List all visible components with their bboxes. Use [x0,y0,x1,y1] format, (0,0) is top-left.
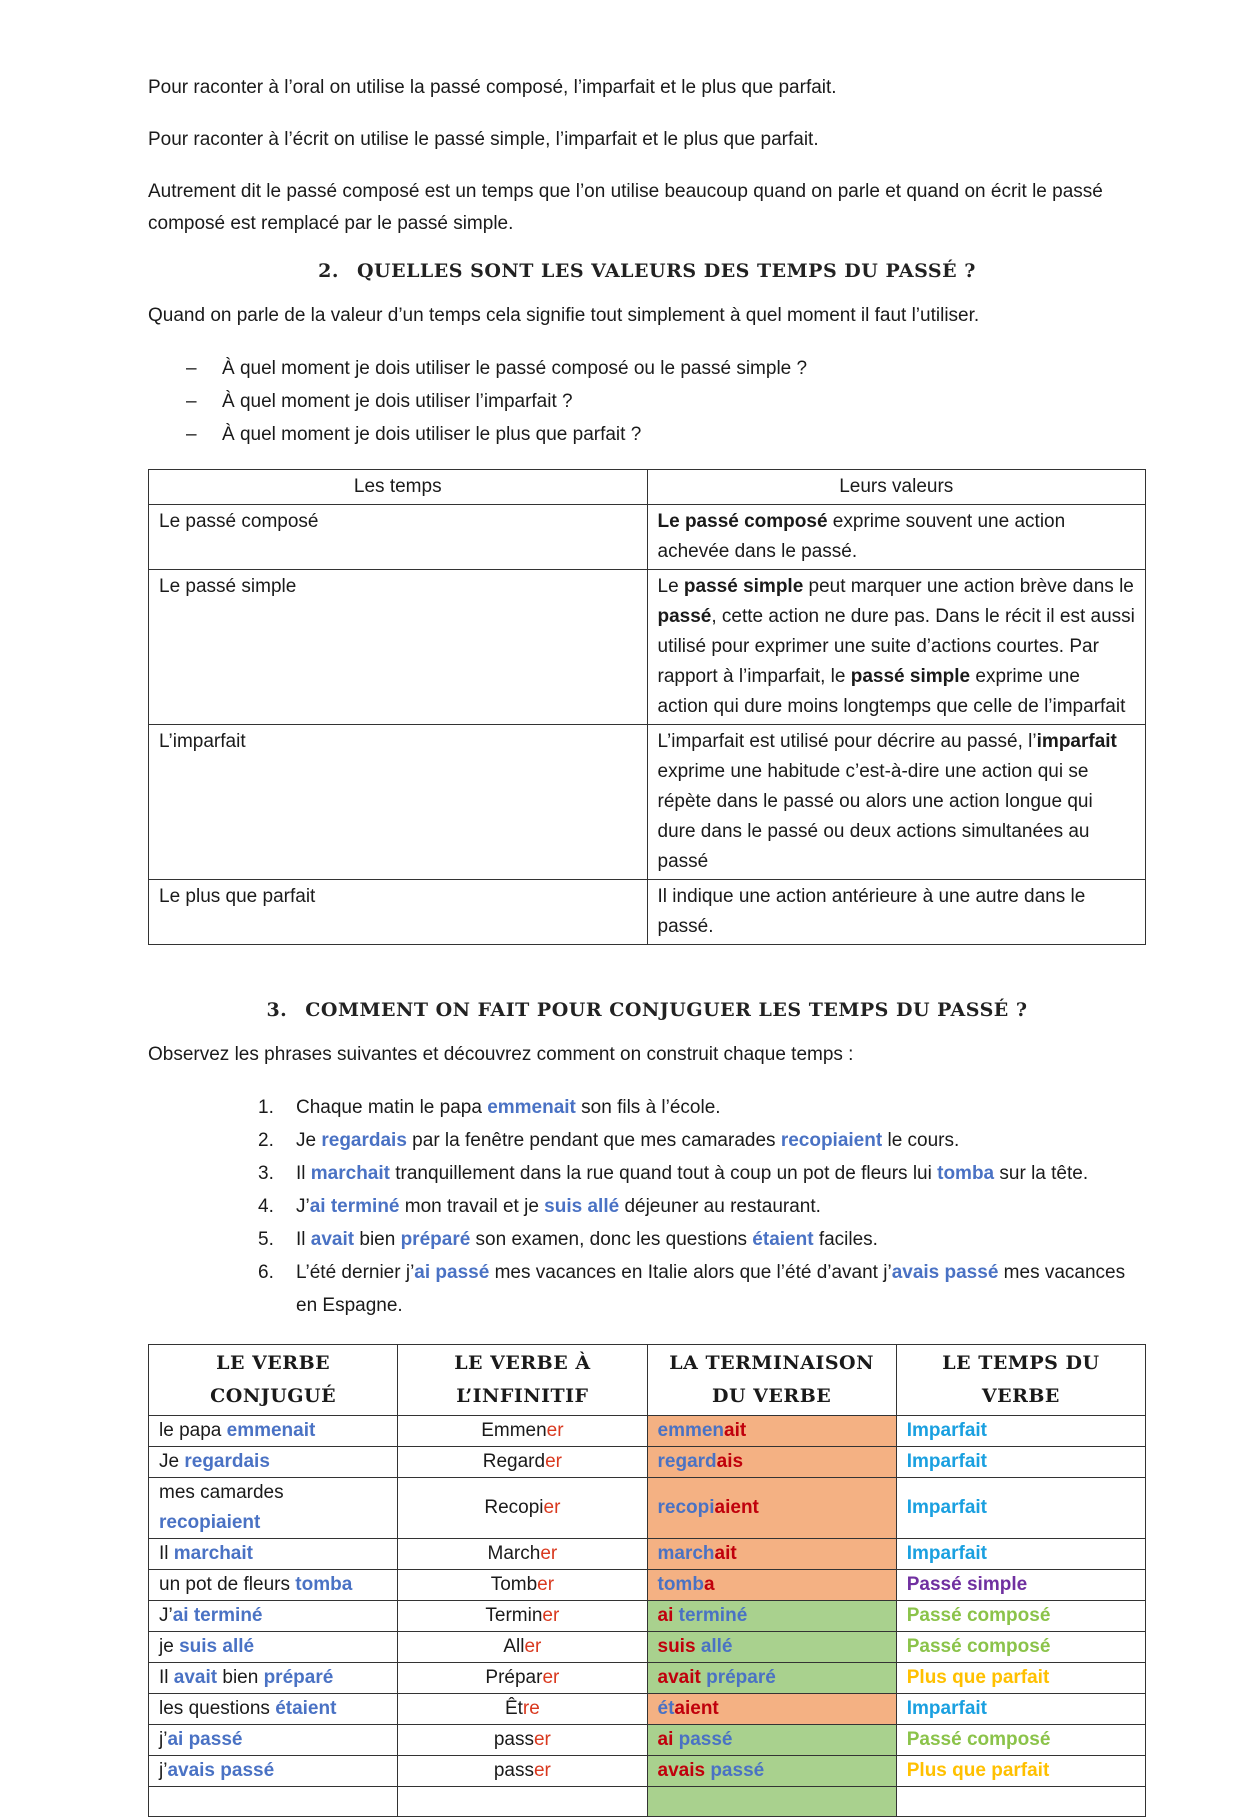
sentence-text: le cours. [882,1130,960,1151]
subject-text: mes camardes [159,1482,284,1503]
tense-cell: L’imparfait [149,725,648,880]
tense-label: Imparfait [906,1451,987,1472]
tense-cell [896,1478,1145,1539]
verb-stem: tomb [657,1574,704,1595]
subject-text: J’ [159,1605,173,1626]
conjugated-verb-cell [149,1725,398,1756]
infinitive-stem: Êt [504,1698,523,1719]
verb-ending: aient [674,1698,719,1719]
verb-stem: recopi [657,1497,715,1518]
verb-highlight: suis allé [544,1196,620,1217]
infinitive-stem: All [503,1636,525,1657]
verb-stem: march [657,1543,715,1564]
infinitive-stem: Regard [482,1451,546,1472]
table-row [149,1416,1146,1447]
bold-term: passé simple [850,666,971,687]
auxiliary-text: avais [657,1760,711,1781]
value-cell [647,570,1146,725]
infinitive-ending: er [542,1605,560,1626]
subject-text: Je [159,1451,185,1472]
list-item [148,1157,1146,1190]
column-header: Leurs valeurs [647,470,1146,505]
sentence-text: L’été dernier j’ [296,1262,415,1283]
sentence-text: son examen, donc les questions [470,1229,753,1250]
value-cell: Il indique une action antérieure à une autre dans le passé. [647,880,1146,945]
auxiliary-text: suis [657,1636,701,1657]
section-2-number: 2. [318,260,339,282]
ending-cell [647,1694,896,1725]
tense-cell [896,1725,1145,1756]
subject-text: le papa [159,1420,227,1441]
tense-label: Plus que parfait [906,1667,1050,1688]
bold-term: imparfait [1036,731,1117,752]
tense-label: Imparfait [906,1420,987,1441]
list-item [148,1091,1146,1124]
verb-highlight: recopiaient [780,1130,883,1151]
infinitive-ending: re [522,1698,540,1719]
verb-highlight: ai terminé [309,1196,400,1217]
sentence-text: faciles. [813,1229,878,1250]
infinitive-stem: pass [493,1729,534,1750]
verb-ending: ais [716,1451,744,1472]
item-number: 2. [258,1130,274,1151]
section-2-heading [148,260,1146,282]
dash-bullet: – [186,424,197,445]
verb-stem: ét [657,1698,675,1719]
infinitive-cell [398,1416,647,1447]
tense-label: Passé simple [906,1574,1028,1595]
item-number: 3. [258,1163,274,1184]
list-item [148,1190,1146,1223]
table-header-row [149,470,1146,505]
tense-cell [896,1416,1145,1447]
verb-highlight: marchait [310,1163,390,1184]
infinitive-cell [398,1756,647,1787]
column-header: LE VERBE À L’INFINITIF [398,1345,647,1416]
values-table [148,469,1146,945]
verb-highlight: ai terminé [172,1605,263,1626]
list-item [148,1124,1146,1157]
verb-ending: a [703,1574,715,1595]
tense-label: Imparfait [906,1497,987,1518]
column-header: LE TEMPS DU VERBE [896,1345,1145,1416]
sentence-text: tranquillement dans la rue quand tout à coup un pot de fleurs lui [389,1163,938,1184]
conjugated-verb-cell [149,1632,398,1663]
table-row [149,1725,1146,1756]
tense-label: Imparfait [906,1543,987,1564]
subject-text: j’ [159,1729,168,1750]
list-item [148,1223,1146,1256]
verb-highlight: étaient [752,1229,814,1250]
verb-highlight: ai passé [167,1729,243,1750]
ending-cell [647,1756,896,1787]
tense-cell: Le plus que parfait [149,880,648,945]
infinitive-ending: er [543,1497,561,1518]
subject-text: je [159,1636,180,1657]
verb-highlight: marchait [173,1543,253,1564]
infinitive-ending: er [540,1543,558,1564]
question-list [148,352,1146,451]
infinitive-ending: er [533,1760,551,1781]
table-row [149,725,1146,880]
bold-term: passé [657,606,712,627]
sentence-text: Chaque matin le papa [296,1097,488,1118]
table-row [149,1756,1146,1787]
verb-highlight: avait [173,1667,218,1688]
tense-cell [896,1570,1145,1601]
ending-cell [647,1601,896,1632]
verb-stem: emmen [657,1420,725,1441]
conjugated-verb-cell [149,1478,398,1539]
question-text: À quel moment je dois utiliser le plus que parfait ? [222,424,642,445]
sentence-text: J’ [296,1196,310,1217]
verb-stem: regard [657,1451,717,1472]
value-text: L’imparfait est utilisé pour décrire au passé, l’ [657,731,1037,752]
conjugated-verb-cell [149,1447,398,1478]
conjugated-verb-cell [149,1663,398,1694]
tense-cell [896,1632,1145,1663]
table-row [149,1663,1146,1694]
item-number: 5. [258,1229,274,1250]
section-3-heading [148,999,1146,1021]
sentence-text: mes vacances en Italie alors que l’été d’avant j’ [489,1262,892,1283]
item-number: 6. [258,1262,274,1283]
auxiliary-text: ai [657,1729,679,1750]
infinitive-stem: Termin [485,1605,543,1626]
infinitive-ending: er [533,1729,551,1750]
verb-highlight: emmenait [226,1420,316,1441]
tense-label: Imparfait [906,1698,987,1719]
intro-paragraph-1: Pour raconter à l’oral on utilise la passé composé, l’imparfait et le plus que parfait. [148,77,837,98]
infinitive-stem: Emmen [481,1420,547,1441]
subject-text: Il [159,1543,174,1564]
ending-cell [647,1632,896,1663]
sentence-text: par la fenêtre pendant que mes camarades [406,1130,781,1151]
table-row [149,880,1146,945]
value-cell [647,505,1146,570]
verb-highlight: tomba [937,1163,995,1184]
verb-ending: ait [714,1543,737,1564]
table-row [149,1539,1146,1570]
question-text: À quel moment je dois utiliser l’imparfait ? [222,391,573,412]
ending-cell [647,1725,896,1756]
value-cell [647,725,1146,880]
ending-cell [647,1478,896,1539]
section-3-intro: Observez les phrases suivantes et découvrez comment on construit chaque temps : [148,1044,854,1065]
example-sentences [148,1091,1146,1322]
table-row [149,1478,1146,1539]
sentence-text: Je [296,1130,322,1151]
tense-cell: Le passé simple [149,570,648,725]
tense-cell [896,1601,1145,1632]
infinitive-stem: Recopi [484,1497,544,1518]
ending-cell [647,1416,896,1447]
verb-highlight: tomba [295,1574,353,1595]
table-row [149,505,1146,570]
verb-highlight: préparé [400,1229,471,1250]
table-row [149,1694,1146,1725]
sentence-text: Il [296,1163,311,1184]
tense-cell [896,1447,1145,1478]
conjugated-verb-cell [149,1539,398,1570]
tense-cell [896,1663,1145,1694]
column-header: LA TERMINAISON DU VERBE [647,1345,896,1416]
ending-cell [647,1663,896,1694]
table-row [149,1447,1146,1478]
dash-bullet: – [186,391,197,412]
verb-highlight: avait [310,1229,355,1250]
tense-cell [896,1756,1145,1787]
value-text: peut marquer une action brève dans le [803,576,1134,597]
sentence-text: mon travail et je [399,1196,545,1217]
document-page [148,72,1146,1817]
column-header: LE VERBE CONJUGUÉ [149,1345,398,1416]
empty-cell [896,1787,1145,1817]
tense-label: Plus que parfait [906,1760,1050,1781]
infinitive-stem: pass [493,1760,534,1781]
conjugated-verb-cell [149,1416,398,1447]
infinitive-ending: er [542,1667,560,1688]
bold-term: Le passé composé [657,511,828,532]
infinitive-ending: er [545,1451,562,1472]
conjugated-verb-cell [149,1756,398,1787]
empty-cell [149,1787,398,1817]
tense-cell [896,1694,1145,1725]
verb-highlight: regardais [184,1451,270,1472]
ending-cell [647,1539,896,1570]
infinitive-stem: Tomb [490,1574,538,1595]
participle-text: terminé [678,1605,748,1626]
infinitive-cell [398,1539,647,1570]
table-row [149,1632,1146,1663]
intro-paragraph-3: Autrement dit le passé composé est un temps que l’on utilise beaucoup quand on parle et quand on écrit le passé composé est remplacé par le passé simple. [148,181,1103,234]
verb-highlight: ai passé [414,1262,490,1283]
infinitive-cell [398,1570,647,1601]
tense-label: Passé composé [906,1729,1051,1750]
infinitive-cell [398,1694,647,1725]
infinitive-cell [398,1601,647,1632]
verb-highlight: recopiaient [159,1512,261,1533]
tense-cell [896,1539,1145,1570]
subject-text: un pot de fleurs [159,1574,296,1595]
value-text: , cette action ne dure pas. Dans le récit il est aussi utilisé pour exprimer une suite d’actions courtes. Par rapport à l’imparfait, le [657,606,1135,687]
infinitive-ending: er [537,1574,555,1595]
tense-cell: Le passé composé [149,505,648,570]
list-item [148,418,1146,451]
participle-text: allé [700,1636,733,1657]
table-row [149,570,1146,725]
section-2-intro: Quand on parle de la valeur d’un temps cela signifie tout simplement à quel moment il faut l’utiliser. [148,305,980,326]
empty-cell [647,1787,896,1817]
infinitive-cell [398,1478,647,1539]
empty-cell [398,1787,647,1817]
subject-text: Il [159,1667,174,1688]
participle-text: passé [678,1729,733,1750]
infinitive-cell [398,1725,647,1756]
intro-paragraph-2: Pour raconter à l’écrit on utilise le passé simple, l’imparfait et le plus que parfait. [148,129,819,150]
subject-text: bien [217,1667,264,1688]
dash-bullet: – [186,358,197,379]
sentence-text: bien [354,1229,401,1250]
verb-highlight: regardais [321,1130,407,1151]
item-number: 1. [258,1097,274,1118]
sentence-text: déjeuner au restaurant. [619,1196,821,1217]
ending-cell [647,1447,896,1478]
verb-highlight: étaient [275,1698,337,1719]
tense-label: Passé composé [906,1636,1051,1657]
conjugation-table-body [149,1416,1146,1817]
participle-text: passé [710,1760,765,1781]
auxiliary-text: avait [657,1667,707,1688]
value-text: exprime une habitude c’est-à-dire une action qui se répète dans le passé ou alors une action longue qui dure dans le passé ou deux actions simultanées au passé [657,761,1093,872]
subject-text: les questions [159,1698,276,1719]
auxiliary-text: ai [657,1605,679,1626]
column-header: Les temps [149,470,648,505]
sentence-text: son fils à l’école. [575,1097,721,1118]
verb-highlight: avais passé [891,1262,999,1283]
empty-row [149,1787,1146,1817]
section-3-title: COMMENT ON FAIT POUR CONJUGUER LES TEMPS DU PASSÉ ? [305,999,1028,1021]
conjugated-verb-cell [149,1694,398,1725]
table-row [149,1601,1146,1632]
infinitive-cell [398,1632,647,1663]
value-text: Le [657,576,684,597]
sentence-text: mes vacances en Espagne. [296,1262,1126,1316]
participle-text: préparé [706,1667,776,1688]
bold-term: passé simple [683,576,804,597]
infinitive-stem: March [487,1543,541,1564]
table-row [149,1570,1146,1601]
question-text: À quel moment je dois utiliser le passé composé ou le passé simple ? [222,358,808,379]
infinitive-cell [398,1663,647,1694]
conjugation-table [148,1344,1146,1817]
tense-label: Passé composé [906,1605,1051,1626]
conjugated-verb-cell [149,1601,398,1632]
list-item [148,1256,1146,1322]
value-text: exprime une action qui dure moins longtemps que celle de l’imparfait [657,666,1126,717]
section-2-title: QUELLES SONT LES VALEURS DES TEMPS DU PASSÉ ? [356,260,976,282]
infinitive-cell [398,1447,647,1478]
ending-cell [647,1570,896,1601]
verb-highlight: suis allé [179,1636,255,1657]
verb-highlight: avais passé [167,1760,275,1781]
table-header-row [149,1345,1146,1416]
section-3-number: 3. [266,999,288,1021]
sentence-text: Il [296,1229,311,1250]
verb-highlight: emmenait [487,1097,576,1118]
value-text: exprime souvent une action achevée dans le passé. [657,511,1066,562]
infinitive-stem: Prépar [485,1667,543,1688]
verb-ending: ait [724,1420,747,1441]
list-item [148,352,1146,385]
infinitive-ending: er [524,1636,542,1657]
list-item [148,385,1146,418]
conjugated-verb-cell [149,1570,398,1601]
verb-ending: aient [714,1497,759,1518]
item-number: 4. [258,1196,274,1217]
infinitive-ending: er [546,1420,564,1441]
sentence-text: sur la tête. [994,1163,1089,1184]
subject-text: j’ [159,1760,168,1781]
verb-highlight: préparé [263,1667,334,1688]
